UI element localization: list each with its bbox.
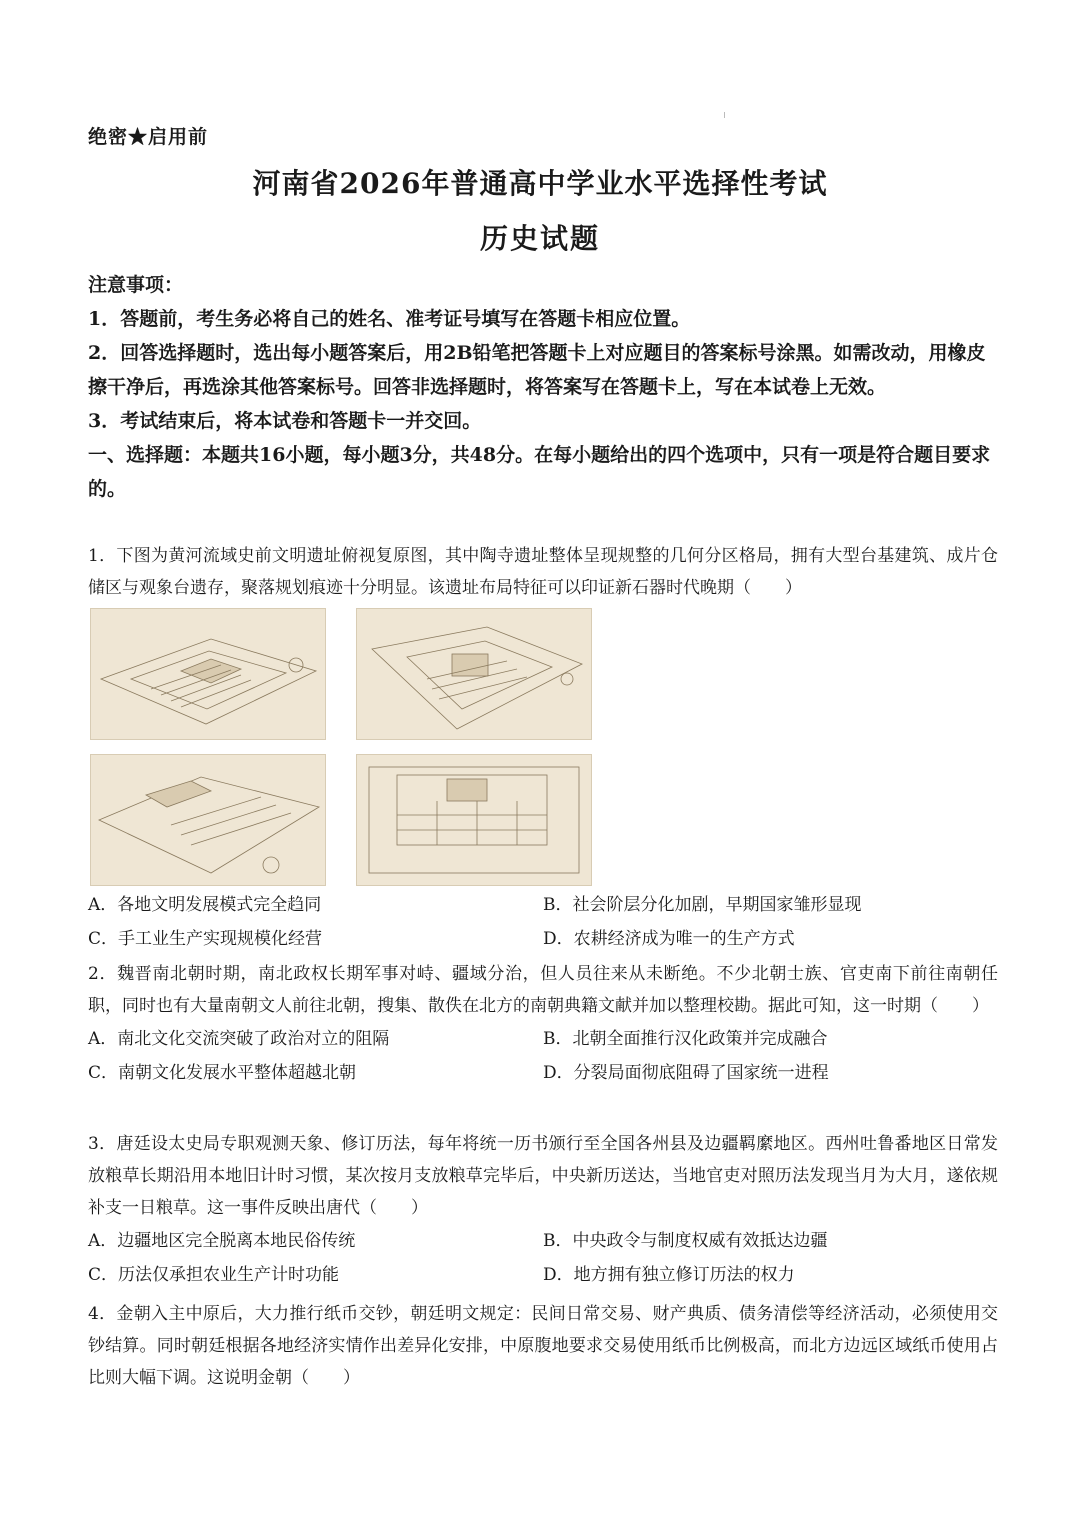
instruction-item: 1．答题前，考生务必将自己的姓名、准考证号填写在答题卡相应位置。	[88, 308, 691, 330]
option-b[interactable]: B．中央政令与制度权威有效抵达边疆	[543, 1231, 828, 1251]
question-1-options	[88, 888, 998, 956]
question-4	[88, 1298, 998, 1394]
question-stem: 1．下图为黄河流域史前文明遗址俯视复原图，其中陶寺遗址整体呈现规整的几何分区格局，拥有大型台基建筑、成片仓储区与观象台遗存，聚落规划痕迹十分明显。该遗址布局特征可以印证新石器时代晚期（ ）	[88, 546, 998, 598]
question-1	[88, 540, 998, 604]
instruction-item: 2．回答选择题时，选出每小题答案后，用2B铅笔把答题卡上对应题目的答案标号涂黑。如需改动，用橡皮擦干净后，再选涂其他答案标号。回答非选择题时，将答案写在答题卡上，写在本试卷上无效。	[88, 342, 986, 398]
question-2	[88, 958, 998, 1090]
site-image-3	[90, 754, 326, 886]
site-sketch-4	[357, 755, 591, 885]
option-c[interactable]: C．手工业生产实现规模化经营	[88, 929, 323, 949]
question-stem: 4．金朝入主中原后，大力推行纸币交钞，朝廷明文规定：民间日常交易、财产典质、债务清偿等经济活动，必须使用交钞结算。同时朝廷根据各地经济实情作出差异化安排，中原腹地要求交易使用纸币比例极高，而北方边远区域纸币使用占比则大幅下调。这说明金朝（ ）	[88, 1304, 998, 1388]
option-c[interactable]: C．历法仅承担农业生产计时功能	[88, 1265, 340, 1285]
question-3	[88, 1128, 998, 1292]
section-heading: 一、选择题：本题共16小题，每小题3分，共48分。在每小题给出的四个选项中，只有一项是符合题目要求的。	[88, 444, 991, 500]
site-sketch-2	[357, 609, 591, 739]
option-a[interactable]: A．边疆地区完全脱离本地民俗传统	[88, 1231, 356, 1251]
option-a[interactable]: A．各地文明发展模式完全趋同	[88, 895, 322, 915]
question-stem: 3．唐廷设太史局专职观测天象、修订历法，每年将统一历书颁行至全国各州县及边疆羁縻地区。西州吐鲁番地区日常发放粮草长期沿用本地旧计时习惯，某次按月支放粮草完毕后，中央新历送达，当地官吏对照历法发现当月为大月，遂依规补支一日粮草。这一事件反映出唐代（ ）	[88, 1134, 998, 1218]
option-d[interactable]: D．地方拥有独立修订历法的权力	[543, 1265, 795, 1285]
site-sketch-1	[91, 609, 325, 739]
option-c[interactable]: C．南朝文化发展水平整体超越北朝	[88, 1063, 357, 1083]
site-image-4	[356, 754, 592, 886]
option-d[interactable]: D．分裂局面彻底阻碍了国家统一进程	[543, 1063, 829, 1083]
confidential-label: 绝密★启用前	[88, 126, 209, 148]
site-image-2	[356, 608, 592, 740]
option-b[interactable]: B．北朝全面推行汉化政策并完成融合	[543, 1029, 828, 1049]
instruction-item: 3．考试结束后，将本试卷和答题卡一并交回。	[88, 410, 482, 432]
option-d[interactable]: D．农耕经济成为唯一的生产方式	[543, 929, 795, 949]
question-stem: 2．魏晋南北朝时期，南北政权长期军事对峙、疆域分治，但人员往来从未断绝。不少北朝士族、官吏南下前往南朝任职，同时也有大量南朝文人前往北朝，搜集、散佚在北方的南朝典籍文献并加以整理校勘。据此可知，这一时期（ ）	[88, 964, 998, 1016]
exam-title: 河南省2026年普通高中学业水平选择性考试	[252, 167, 828, 200]
instructions-heading: 注意事项：	[88, 274, 184, 296]
instructions	[88, 268, 998, 506]
option-b[interactable]: B．社会阶层分化加剧，早期国家雏形显现	[543, 895, 862, 915]
site-reconstruction-images	[90, 608, 600, 888]
site-image-1	[90, 608, 326, 740]
scan-mark	[724, 112, 725, 118]
site-sketch-3	[91, 755, 325, 885]
subject-title: 历史试题	[479, 222, 600, 255]
option-a[interactable]: A．南北文化交流突破了政治对立的阻隔	[88, 1029, 390, 1049]
